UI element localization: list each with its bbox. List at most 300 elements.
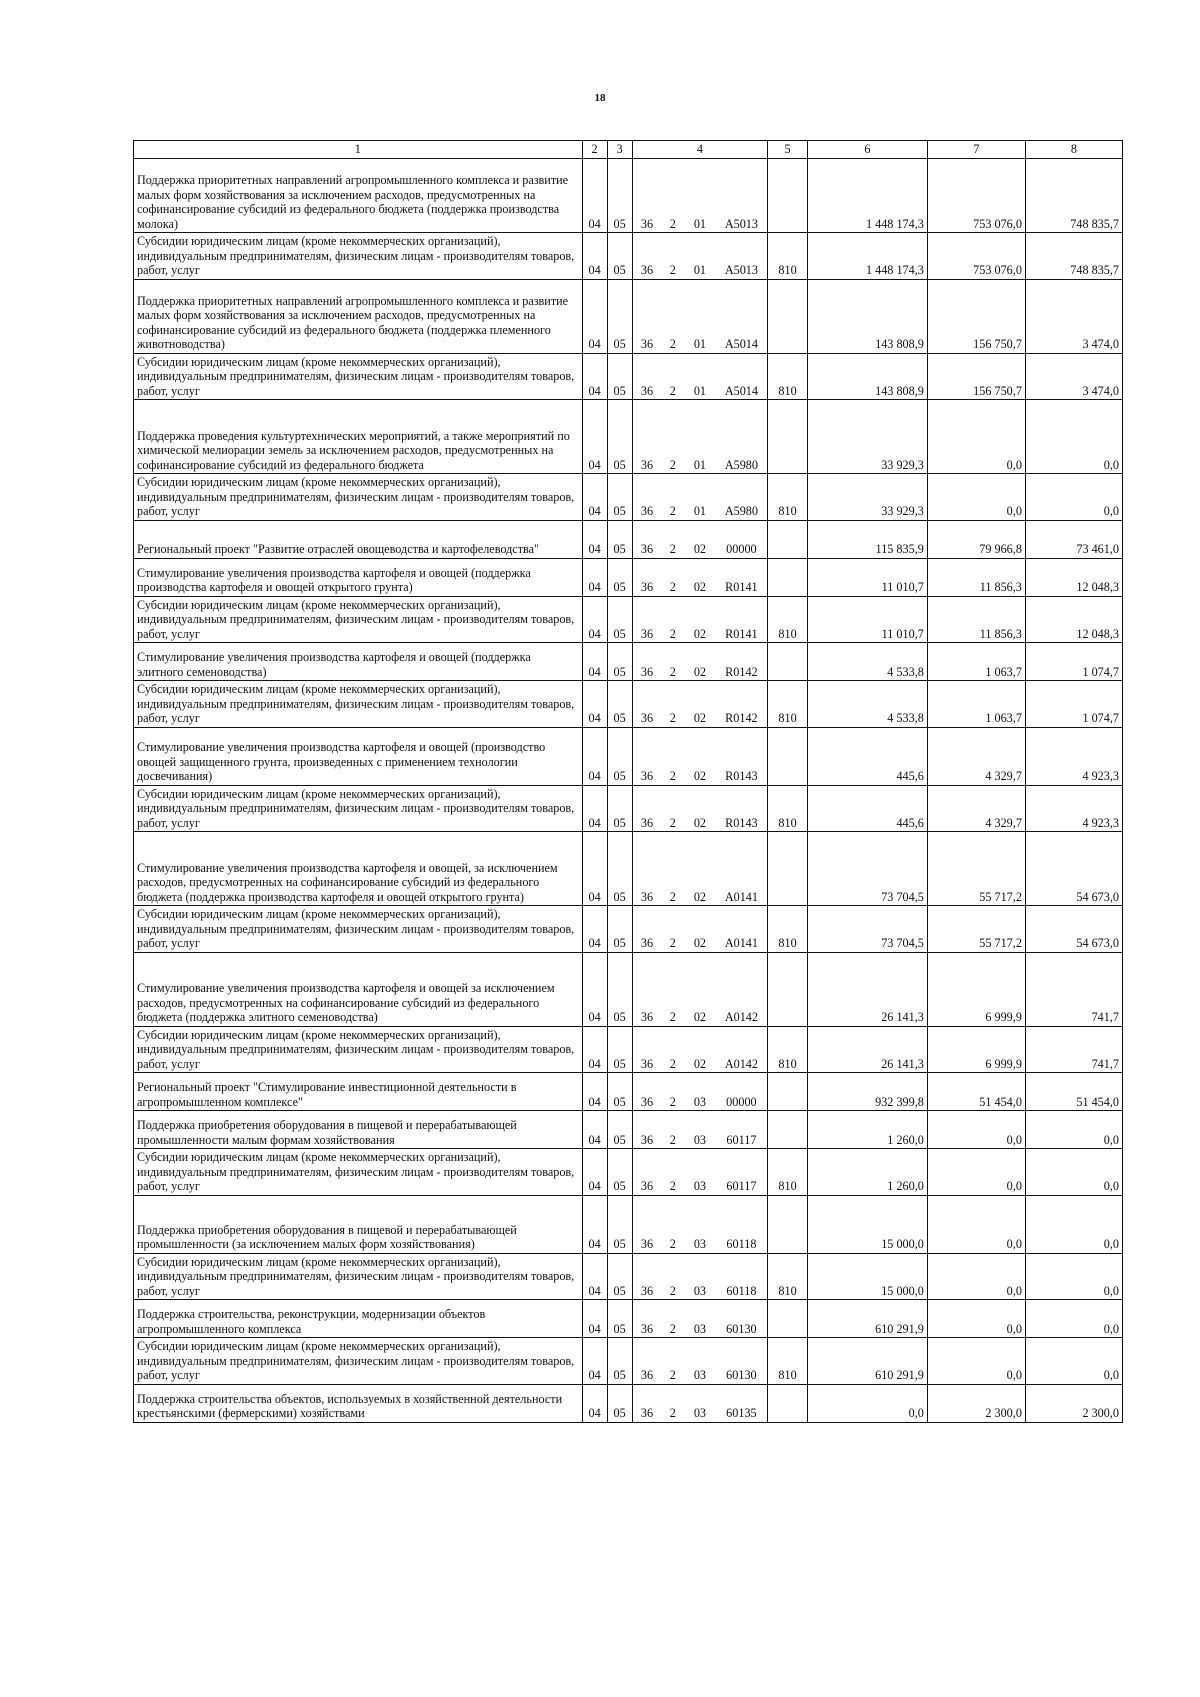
amount-year-1: 15 000,0 <box>807 1253 927 1300</box>
target-code-subprogram: 2 <box>661 1195 684 1253</box>
amount-year-3: 54 673,0 <box>1025 906 1122 953</box>
amount-year-3: 12 048,3 <box>1025 596 1122 643</box>
table-row <box>134 1338 1123 1385</box>
target-code-program: 36 <box>632 906 661 953</box>
table-row <box>134 520 1123 558</box>
target-code-project: 02 <box>684 832 715 906</box>
amount-year-3: 4 923,3 <box>1025 785 1122 832</box>
subsection-code: 05 <box>607 596 632 643</box>
amount-year-1: 26 141,3 <box>807 952 927 1026</box>
target-code-direction: 00000 <box>716 520 768 558</box>
target-code-subprogram: 2 <box>661 785 684 832</box>
amount-year-2: 51 454,0 <box>927 1073 1025 1111</box>
amount-year-3: 4 923,3 <box>1025 727 1122 785</box>
section-code: 04 <box>582 159 607 233</box>
target-code-direction: А5980 <box>716 474 768 521</box>
subsection-code: 05 <box>607 1300 632 1338</box>
header-col-3: 3 <box>607 141 632 159</box>
table-row <box>134 681 1123 728</box>
amount-year-1: 15 000,0 <box>807 1195 927 1253</box>
header-col-7: 7 <box>927 141 1025 159</box>
table-row <box>134 159 1123 233</box>
expense-type-code <box>768 952 808 1026</box>
table-row <box>134 1384 1123 1422</box>
section-code: 04 <box>582 832 607 906</box>
section-code: 04 <box>582 1300 607 1338</box>
target-code-subprogram: 2 <box>661 159 684 233</box>
row-description: Стимулирование увеличения производства картофеля и овощей, за исключением расходов, предусмотренных на софинансирование субсидий из федерального бюджета (поддержка производства картофеля и овощей открытого грунта) <box>134 832 583 906</box>
subsection-code: 05 <box>607 1111 632 1149</box>
subsection-code: 05 <box>607 832 632 906</box>
target-code-program: 36 <box>632 1073 661 1111</box>
target-code-program: 36 <box>632 1149 661 1196</box>
target-code-project: 01 <box>684 400 715 474</box>
amount-year-2: 156 750,7 <box>927 279 1025 353</box>
expense-type-code <box>768 643 808 681</box>
header-col-6: 6 <box>807 141 927 159</box>
section-code: 04 <box>582 952 607 1026</box>
target-code-direction: 60117 <box>716 1111 768 1149</box>
amount-year-3: 54 673,0 <box>1025 832 1122 906</box>
target-code-program: 36 <box>632 1338 661 1385</box>
subsection-code: 05 <box>607 952 632 1026</box>
subsection-code: 05 <box>607 1384 632 1422</box>
amount-year-1: 11 010,7 <box>807 596 927 643</box>
subsection-code: 05 <box>607 727 632 785</box>
row-description: Поддержка строительства объектов, используемых в хозяйственной деятельности крестьянскими (фермерскими) хозяйствами <box>134 1384 583 1422</box>
amount-year-1: 610 291,9 <box>807 1338 927 1385</box>
amount-year-1: 1 448 174,3 <box>807 159 927 233</box>
amount-year-3: 12 048,3 <box>1025 558 1122 596</box>
target-code-program: 36 <box>632 159 661 233</box>
row-description: Субсидии юридическим лицам (кроме некоммерческих организаций), индивидуальным предпринимателям, физическим лицам - производителям товаров, работ, услуг <box>134 233 583 280</box>
target-code-direction: R0141 <box>716 558 768 596</box>
target-code-subprogram: 2 <box>661 906 684 953</box>
amount-year-2: 0,0 <box>927 474 1025 521</box>
table-row <box>134 785 1123 832</box>
target-code-direction: 00000 <box>716 1073 768 1111</box>
target-code-subprogram: 2 <box>661 279 684 353</box>
target-code-program: 36 <box>632 1384 661 1422</box>
target-code-direction: 60118 <box>716 1195 768 1253</box>
target-code-subprogram: 2 <box>661 952 684 1026</box>
target-code-program: 36 <box>632 1300 661 1338</box>
header-col-2: 2 <box>582 141 607 159</box>
amount-year-1: 4 533,8 <box>807 681 927 728</box>
table-row <box>134 233 1123 280</box>
target-code-subprogram: 2 <box>661 1253 684 1300</box>
amount-year-2: 55 717,2 <box>927 832 1025 906</box>
target-code-project: 02 <box>684 727 715 785</box>
table-row <box>134 474 1123 521</box>
expense-type-code: 810 <box>768 474 808 521</box>
amount-year-1: 33 929,3 <box>807 474 927 521</box>
target-code-direction: R0143 <box>716 727 768 785</box>
target-code-program: 36 <box>632 558 661 596</box>
subsection-code: 05 <box>607 558 632 596</box>
table-row <box>134 353 1123 400</box>
target-code-program: 36 <box>632 474 661 521</box>
subsection-code: 05 <box>607 1338 632 1385</box>
amount-year-1: 1 260,0 <box>807 1111 927 1149</box>
section-code: 04 <box>582 1384 607 1422</box>
target-code-program: 36 <box>632 1195 661 1253</box>
table-body <box>134 159 1123 1423</box>
row-description: Субсидии юридическим лицам (кроме некоммерческих организаций), индивидуальным предпринимателям, физическим лицам - производителям товаров, работ, услуг <box>134 596 583 643</box>
row-description: Поддержка приобретения оборудования в пищевой и перерабатывающей промышленности (за исключением малых форм хозяйствования) <box>134 1195 583 1253</box>
row-description: Поддержка проведения культуртехнических мероприятий, а также мероприятий по химической мелиорации земель за исключением расходов, предусмотренных на софинансирование субсидий из федерального бюджета <box>134 400 583 474</box>
section-code: 04 <box>582 906 607 953</box>
target-code-direction: 60135 <box>716 1384 768 1422</box>
amount-year-2: 79 966,8 <box>927 520 1025 558</box>
row-description: Поддержка приоритетных направлений агропромышленного комплекса и развитие малых форм хозяйствования за исключением расходов, предусмотренных на софинансирование субсидий из федерального бюджета (поддержка производства молока) <box>134 159 583 233</box>
target-code-subprogram: 2 <box>661 233 684 280</box>
amount-year-1: 115 835,9 <box>807 520 927 558</box>
amount-year-1: 73 704,5 <box>807 906 927 953</box>
subsection-code: 05 <box>607 400 632 474</box>
expense-type-code: 810 <box>768 1253 808 1300</box>
amount-year-1: 143 808,9 <box>807 279 927 353</box>
amount-year-2: 0,0 <box>927 1111 1025 1149</box>
amount-year-3: 748 835,7 <box>1025 159 1122 233</box>
amount-year-3: 73 461,0 <box>1025 520 1122 558</box>
target-code-program: 36 <box>632 353 661 400</box>
amount-year-3: 0,0 <box>1025 474 1122 521</box>
target-code-direction: 60117 <box>716 1149 768 1196</box>
target-code-subprogram: 2 <box>661 520 684 558</box>
amount-year-2: 55 717,2 <box>927 906 1025 953</box>
amount-year-1: 445,6 <box>807 727 927 785</box>
target-code-project: 02 <box>684 596 715 643</box>
section-code: 04 <box>582 727 607 785</box>
amount-year-2: 0,0 <box>927 1149 1025 1196</box>
target-code-subprogram: 2 <box>661 1149 684 1196</box>
amount-year-2: 753 076,0 <box>927 233 1025 280</box>
target-code-project: 01 <box>684 233 715 280</box>
amount-year-2: 0,0 <box>927 1195 1025 1253</box>
budget-table <box>133 140 1123 1423</box>
subsection-code: 05 <box>607 1253 632 1300</box>
target-code-program: 36 <box>632 596 661 643</box>
table-row <box>134 727 1123 785</box>
amount-year-3: 748 835,7 <box>1025 233 1122 280</box>
amount-year-2: 4 329,7 <box>927 727 1025 785</box>
target-code-direction: А5013 <box>716 233 768 280</box>
amount-year-2: 11 856,3 <box>927 596 1025 643</box>
table-row <box>134 643 1123 681</box>
section-code: 04 <box>582 1111 607 1149</box>
header-col-4: 4 <box>632 141 768 159</box>
target-code-direction: 60130 <box>716 1300 768 1338</box>
expense-type-code: 810 <box>768 1338 808 1385</box>
section-code: 04 <box>582 643 607 681</box>
table-row <box>134 952 1123 1026</box>
expense-type-code: 810 <box>768 1149 808 1196</box>
amount-year-3: 0,0 <box>1025 1338 1122 1385</box>
target-code-project: 03 <box>684 1384 715 1422</box>
expense-type-code <box>768 400 808 474</box>
target-code-project: 02 <box>684 785 715 832</box>
row-description: Поддержка строительства, реконструкции, модернизации объектов агропромышленного комплекса <box>134 1300 583 1338</box>
expense-type-code: 810 <box>768 596 808 643</box>
row-description: Поддержка приоритетных направлений агропромышленного комплекса и развитие малых форм хозяйствования за исключением расходов, предусмотренных на софинансирование субсидий из федерального бюджета (поддержка племенного животноводства) <box>134 279 583 353</box>
target-code-program: 36 <box>632 832 661 906</box>
expense-type-code <box>768 159 808 233</box>
amount-year-3: 0,0 <box>1025 1111 1122 1149</box>
target-code-subprogram: 2 <box>661 1111 684 1149</box>
expense-type-code: 810 <box>768 681 808 728</box>
expense-type-code <box>768 727 808 785</box>
amount-year-1: 1 260,0 <box>807 1149 927 1196</box>
amount-year-2: 1 063,7 <box>927 643 1025 681</box>
table-row <box>134 1149 1123 1196</box>
amount-year-2: 0,0 <box>927 1338 1025 1385</box>
expense-type-code <box>768 558 808 596</box>
amount-year-3: 741,7 <box>1025 952 1122 1026</box>
section-code: 04 <box>582 400 607 474</box>
target-code-direction: R0142 <box>716 643 768 681</box>
subsection-code: 05 <box>607 474 632 521</box>
target-code-project: 01 <box>684 159 715 233</box>
target-code-project: 03 <box>684 1253 715 1300</box>
row-description: Субсидии юридическим лицам (кроме некоммерческих организаций), индивидуальным предпринимателям, физическим лицам - производителям товаров, работ, услуг <box>134 785 583 832</box>
section-code: 04 <box>582 1253 607 1300</box>
expense-type-code: 810 <box>768 785 808 832</box>
table-row <box>134 1195 1123 1253</box>
subsection-code: 05 <box>607 1195 632 1253</box>
amount-year-3: 2 300,0 <box>1025 1384 1122 1422</box>
amount-year-1: 1 448 174,3 <box>807 233 927 280</box>
expense-type-code: 810 <box>768 233 808 280</box>
target-code-direction: А5013 <box>716 159 768 233</box>
amount-year-1: 26 141,3 <box>807 1026 927 1073</box>
amount-year-1: 143 808,9 <box>807 353 927 400</box>
target-code-project: 02 <box>684 643 715 681</box>
subsection-code: 05 <box>607 520 632 558</box>
target-code-program: 36 <box>632 520 661 558</box>
subsection-code: 05 <box>607 159 632 233</box>
section-code: 04 <box>582 233 607 280</box>
target-code-project: 03 <box>684 1111 715 1149</box>
expense-type-code <box>768 520 808 558</box>
amount-year-2: 0,0 <box>927 400 1025 474</box>
target-code-project: 01 <box>684 474 715 521</box>
amount-year-2: 156 750,7 <box>927 353 1025 400</box>
section-code: 04 <box>582 1195 607 1253</box>
subsection-code: 05 <box>607 353 632 400</box>
target-code-program: 36 <box>632 727 661 785</box>
header-col-1: 1 <box>134 141 583 159</box>
subsection-code: 05 <box>607 785 632 832</box>
target-code-program: 36 <box>632 643 661 681</box>
header-row <box>134 141 1123 159</box>
row-description: Субсидии юридическим лицам (кроме некоммерческих организаций), индивидуальным предпринимателям, физическим лицам - производителям товаров, работ, услуг <box>134 1026 583 1073</box>
target-code-program: 36 <box>632 279 661 353</box>
amount-year-1: 932 399,8 <box>807 1073 927 1111</box>
row-description: Субсидии юридическим лицам (кроме некоммерческих организаций), индивидуальным предпринимателям, физическим лицам - производителям товаров, работ, услуг <box>134 1253 583 1300</box>
row-description: Субсидии юридическим лицам (кроме некоммерческих организаций), индивидуальным предпринимателям, физическим лицам - производителям товаров, работ, услуг <box>134 353 583 400</box>
section-code: 04 <box>582 681 607 728</box>
amount-year-1: 0,0 <box>807 1384 927 1422</box>
row-description: Субсидии юридическим лицам (кроме некоммерческих организаций), индивидуальным предпринимателям, физическим лицам - производителям товаров, работ, услуг <box>134 681 583 728</box>
expense-type-code <box>768 1073 808 1111</box>
row-description: Региональный проект "Стимулирование инвестиционной деятельности в агропромышленном комплексе" <box>134 1073 583 1111</box>
target-code-program: 36 <box>632 785 661 832</box>
amount-year-1: 33 929,3 <box>807 400 927 474</box>
target-code-direction: А0141 <box>716 832 768 906</box>
row-description: Субсидии юридическим лицам (кроме некоммерческих организаций), индивидуальным предпринимателям, физическим лицам - производителям товаров, работ, услуг <box>134 1338 583 1385</box>
target-code-project: 02 <box>684 906 715 953</box>
target-code-subprogram: 2 <box>661 1384 684 1422</box>
target-code-direction: R0143 <box>716 785 768 832</box>
target-code-program: 36 <box>632 681 661 728</box>
target-code-subprogram: 2 <box>661 1026 684 1073</box>
section-code: 04 <box>582 1026 607 1073</box>
subsection-code: 05 <box>607 1073 632 1111</box>
target-code-subprogram: 2 <box>661 596 684 643</box>
amount-year-3: 741,7 <box>1025 1026 1122 1073</box>
target-code-project: 02 <box>684 520 715 558</box>
target-code-project: 01 <box>684 279 715 353</box>
section-code: 04 <box>582 596 607 643</box>
amount-year-2: 0,0 <box>927 1253 1025 1300</box>
subsection-code: 05 <box>607 1026 632 1073</box>
amount-year-3: 0,0 <box>1025 1300 1122 1338</box>
expense-type-code: 810 <box>768 906 808 953</box>
amount-year-3: 0,0 <box>1025 400 1122 474</box>
expense-type-code: 810 <box>768 1026 808 1073</box>
amount-year-3: 0,0 <box>1025 1195 1122 1253</box>
table-row <box>134 1300 1123 1338</box>
target-code-project: 03 <box>684 1195 715 1253</box>
amount-year-2: 2 300,0 <box>927 1384 1025 1422</box>
row-description: Субсидии юридическим лицам (кроме некоммерческих организаций), индивидуальным предпринимателям, физическим лицам - производителям товаров, работ, услуг <box>134 1149 583 1196</box>
section-code: 04 <box>582 353 607 400</box>
section-code: 04 <box>582 1338 607 1385</box>
expense-type-code <box>768 1300 808 1338</box>
table-row <box>134 558 1123 596</box>
amount-year-3: 0,0 <box>1025 1253 1122 1300</box>
amount-year-2: 0,0 <box>927 1300 1025 1338</box>
row-description: Поддержка приобретения оборудования в пищевой и перерабатывающей промышленности малым формам хозяйствования <box>134 1111 583 1149</box>
target-code-subprogram: 2 <box>661 474 684 521</box>
target-code-subprogram: 2 <box>661 400 684 474</box>
target-code-direction: А5014 <box>716 279 768 353</box>
expense-type-code: 810 <box>768 353 808 400</box>
amount-year-2: 6 999,9 <box>927 1026 1025 1073</box>
target-code-direction: А5014 <box>716 353 768 400</box>
table-row <box>134 400 1123 474</box>
table-row <box>134 1111 1123 1149</box>
target-code-project: 02 <box>684 952 715 1026</box>
amount-year-3: 1 074,7 <box>1025 643 1122 681</box>
target-code-subprogram: 2 <box>661 1300 684 1338</box>
target-code-direction: А0142 <box>716 952 768 1026</box>
expense-type-code <box>768 279 808 353</box>
target-code-program: 36 <box>632 1111 661 1149</box>
row-description: Стимулирование увеличения производства картофеля и овощей (поддержка производства картофеля и овощей открытого грунта) <box>134 558 583 596</box>
section-code: 04 <box>582 474 607 521</box>
target-code-program: 36 <box>632 400 661 474</box>
target-code-program: 36 <box>632 1026 661 1073</box>
subsection-code: 05 <box>607 906 632 953</box>
target-code-program: 36 <box>632 952 661 1026</box>
target-code-direction: R0142 <box>716 681 768 728</box>
target-code-direction: А0142 <box>716 1026 768 1073</box>
row-description: Стимулирование увеличения производства картофеля и овощей (производство овощей защищенного грунта, произведенных с применением технологии досвечивания) <box>134 727 583 785</box>
expense-type-code <box>768 1111 808 1149</box>
target-code-subprogram: 2 <box>661 1073 684 1111</box>
row-description: Стимулирование увеличения производства картофеля и овощей за исключением расходов, предусмотренных на софинансирование субсидий из федерального бюджета (поддержка элитного семеноводства) <box>134 952 583 1026</box>
row-description: Субсидии юридическим лицам (кроме некоммерческих организаций), индивидуальным предпринимателям, физическим лицам - производителям товаров, работ, услуг <box>134 906 583 953</box>
target-code-project: 03 <box>684 1338 715 1385</box>
amount-year-1: 11 010,7 <box>807 558 927 596</box>
section-code: 04 <box>582 1149 607 1196</box>
expense-type-code <box>768 832 808 906</box>
target-code-direction: А0141 <box>716 906 768 953</box>
subsection-code: 05 <box>607 1149 632 1196</box>
table-row <box>134 596 1123 643</box>
row-description: Стимулирование увеличения производства картофеля и овощей (поддержка элитного семеноводства) <box>134 643 583 681</box>
target-code-project: 03 <box>684 1149 715 1196</box>
target-code-direction: 60130 <box>716 1338 768 1385</box>
amount-year-3: 3 474,0 <box>1025 353 1122 400</box>
amount-year-1: 4 533,8 <box>807 643 927 681</box>
expense-type-code <box>768 1384 808 1422</box>
section-code: 04 <box>582 785 607 832</box>
target-code-project: 03 <box>684 1073 715 1111</box>
amount-year-3: 1 074,7 <box>1025 681 1122 728</box>
amount-year-2: 6 999,9 <box>927 952 1025 1026</box>
target-code-project: 03 <box>684 1300 715 1338</box>
subsection-code: 05 <box>607 279 632 353</box>
target-code-project: 02 <box>684 558 715 596</box>
section-code: 04 <box>582 520 607 558</box>
target-code-direction: А5980 <box>716 400 768 474</box>
target-code-program: 36 <box>632 233 661 280</box>
target-code-subprogram: 2 <box>661 353 684 400</box>
subsection-code: 05 <box>607 233 632 280</box>
amount-year-2: 1 063,7 <box>927 681 1025 728</box>
section-code: 04 <box>582 558 607 596</box>
table-row <box>134 1253 1123 1300</box>
amount-year-2: 11 856,3 <box>927 558 1025 596</box>
target-code-subprogram: 2 <box>661 1338 684 1385</box>
row-description: Субсидии юридическим лицам (кроме некоммерческих организаций), индивидуальным предпринимателям, физическим лицам - производителям товаров, работ, услуг <box>134 474 583 521</box>
table-row <box>134 1073 1123 1111</box>
header-col-5: 5 <box>768 141 808 159</box>
amount-year-3: 3 474,0 <box>1025 279 1122 353</box>
target-code-direction: R0141 <box>716 596 768 643</box>
table-row <box>134 906 1123 953</box>
section-code: 04 <box>582 279 607 353</box>
target-code-subprogram: 2 <box>661 727 684 785</box>
page-number: 18 <box>594 92 606 104</box>
amount-year-1: 610 291,9 <box>807 1300 927 1338</box>
header-col-8: 8 <box>1025 141 1122 159</box>
target-code-subprogram: 2 <box>661 643 684 681</box>
amount-year-1: 445,6 <box>807 785 927 832</box>
expense-type-code <box>768 1195 808 1253</box>
target-code-program: 36 <box>632 1253 661 1300</box>
amount-year-3: 51 454,0 <box>1025 1073 1122 1111</box>
section-code: 04 <box>582 1073 607 1111</box>
target-code-subprogram: 2 <box>661 558 684 596</box>
amount-year-3: 0,0 <box>1025 1149 1122 1196</box>
target-code-subprogram: 2 <box>661 681 684 728</box>
amount-year-2: 753 076,0 <box>927 159 1025 233</box>
row-description: Региональный проект "Развитие отраслей овощеводства и картофелеводства" <box>134 520 583 558</box>
